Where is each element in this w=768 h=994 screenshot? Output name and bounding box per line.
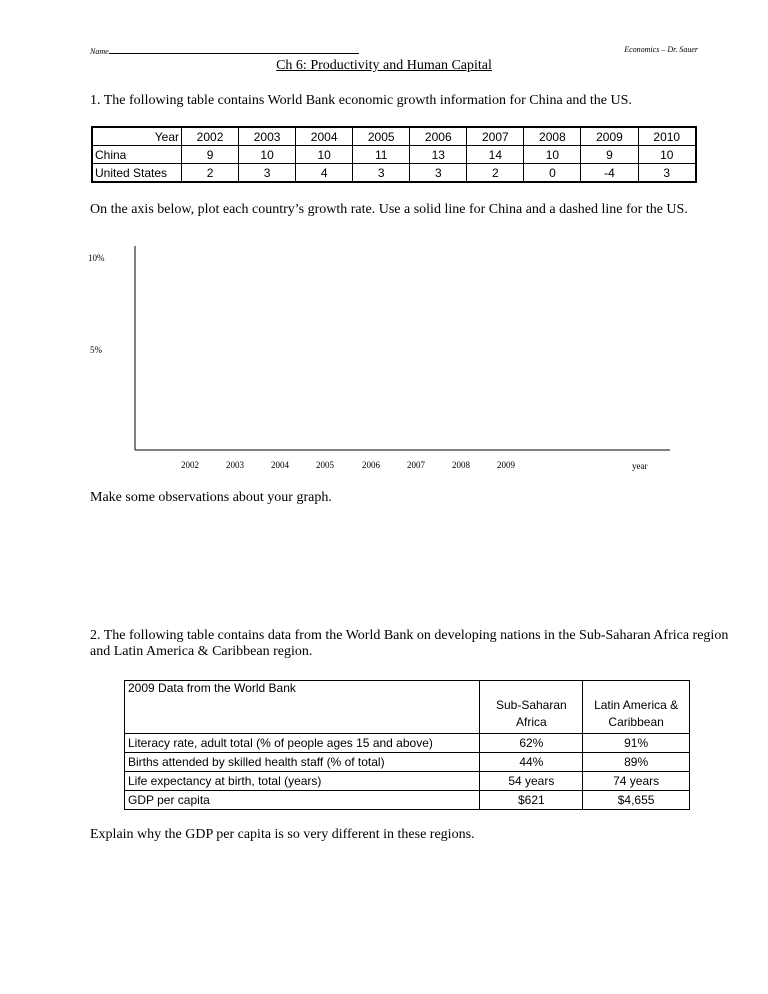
name-blank-line — [109, 45, 359, 54]
table-cell: 9 — [581, 146, 638, 164]
year-cell: 2007 — [467, 127, 524, 146]
table-cell: 10 — [638, 146, 696, 164]
page-title: Ch 6: Productivity and Human Capital — [276, 58, 492, 73]
x-tick-label: 2008 — [452, 460, 470, 470]
table-cell: 62% — [480, 734, 583, 753]
col-header-lac-line1: Latin America & — [594, 698, 679, 712]
row-label: Literacy rate, adult total (% of people ages 15 and above) — [125, 734, 480, 753]
x-tick-label: 2006 — [362, 460, 380, 470]
table-cell: 54 years — [480, 772, 583, 791]
table-cell: 89% — [583, 753, 690, 772]
col-header-lac — [583, 681, 690, 734]
year-cell: 2008 — [524, 127, 581, 146]
year-cell: 2002 — [182, 127, 239, 146]
table-row — [125, 772, 690, 791]
growth-table-header-row — [92, 127, 696, 146]
table-cell: $4,655 — [583, 791, 690, 810]
row-label-us: United States — [92, 164, 182, 183]
row-label: Life expectancy at birth, total (years) — [125, 772, 480, 791]
col-header-ssa-line1: Sub-Saharan — [495, 698, 567, 712]
q1-prompt: 1. The following table contains World Bank economic growth information for China and the US. — [90, 93, 632, 108]
name-label: Name — [90, 47, 109, 56]
x-tick-label: 2003 — [226, 460, 244, 470]
table-cell: 2 — [467, 164, 524, 183]
table-cell: 3 — [239, 164, 296, 183]
q1-observe: Make some observations about your graph. — [90, 490, 332, 505]
table-cell: 10 — [239, 146, 296, 164]
row-label: GDP per capita — [125, 791, 480, 810]
table-cell: 13 — [410, 146, 467, 164]
year-cell: 2004 — [296, 127, 353, 146]
table-row — [125, 753, 690, 772]
x-tick-label: 2005 — [316, 460, 334, 470]
table-cell: 11 — [353, 146, 410, 164]
table-cell: 3 — [353, 164, 410, 183]
growth-table — [91, 126, 697, 183]
table-cell: 74 years — [583, 772, 690, 791]
col-header-lac-line2: Caribbean — [608, 715, 664, 729]
q1-instruction: On the axis below, plot each country’s growth rate. Use a solid line for China and a dashed line for the US. — [90, 202, 688, 217]
x-tick-label: 2004 — [271, 460, 289, 470]
y-tick-label: 5% — [90, 345, 102, 355]
x-axis-label: year — [632, 461, 648, 471]
year-header: Year — [92, 127, 182, 146]
q2-prompt: 2. The following table contains data from the World Bank on developing nations in the Sub-Saharan Africa region and Latin America & Caribbean region. — [90, 628, 729, 659]
x-tick-label: 2009 — [497, 460, 515, 470]
table-cell: 0 — [524, 164, 581, 183]
table-cell: 14 — [467, 146, 524, 164]
table-cell: 9 — [182, 146, 239, 164]
table-cell: 3 — [410, 164, 467, 183]
table-cell: 91% — [583, 734, 690, 753]
x-tick-label: 2002 — [181, 460, 199, 470]
world-bank-table — [124, 680, 690, 810]
growth-table-row-china — [92, 146, 696, 164]
col-header-ssa — [480, 681, 583, 734]
table-row — [125, 734, 690, 753]
table-cell: 4 — [296, 164, 353, 183]
table-cell: 3 — [638, 164, 696, 183]
table-cell: -4 — [581, 164, 638, 183]
col-header-ssa-line2: Africa — [516, 715, 547, 729]
year-cell: 2010 — [638, 127, 696, 146]
graph-axes — [90, 240, 690, 480]
table-row — [125, 791, 690, 810]
growth-table-row-us — [92, 164, 696, 183]
table-cell: 10 — [524, 146, 581, 164]
x-tick-label: 2007 — [407, 460, 425, 470]
year-cell: 2009 — [581, 127, 638, 146]
row-label-china: China — [92, 146, 182, 164]
year-cell: 2006 — [410, 127, 467, 146]
table-cell: 10 — [296, 146, 353, 164]
row-label: Births attended by skilled health staff (% of total) — [125, 753, 480, 772]
course-label: Economics – Dr. Sauer — [624, 45, 698, 54]
y-tick-label: 10% — [88, 253, 105, 263]
world-bank-table-header-row — [125, 681, 690, 734]
year-cell: 2005 — [353, 127, 410, 146]
table-cell: $621 — [480, 791, 583, 810]
blank-graph — [90, 240, 690, 480]
table-cell: 44% — [480, 753, 583, 772]
table-header-label: 2009 Data from the World Bank — [125, 681, 480, 734]
table-cell: 2 — [182, 164, 239, 183]
q2-explain: Explain why the GDP per capita is so very different in these regions. — [90, 827, 475, 842]
name-field — [90, 45, 359, 56]
year-cell: 2003 — [239, 127, 296, 146]
